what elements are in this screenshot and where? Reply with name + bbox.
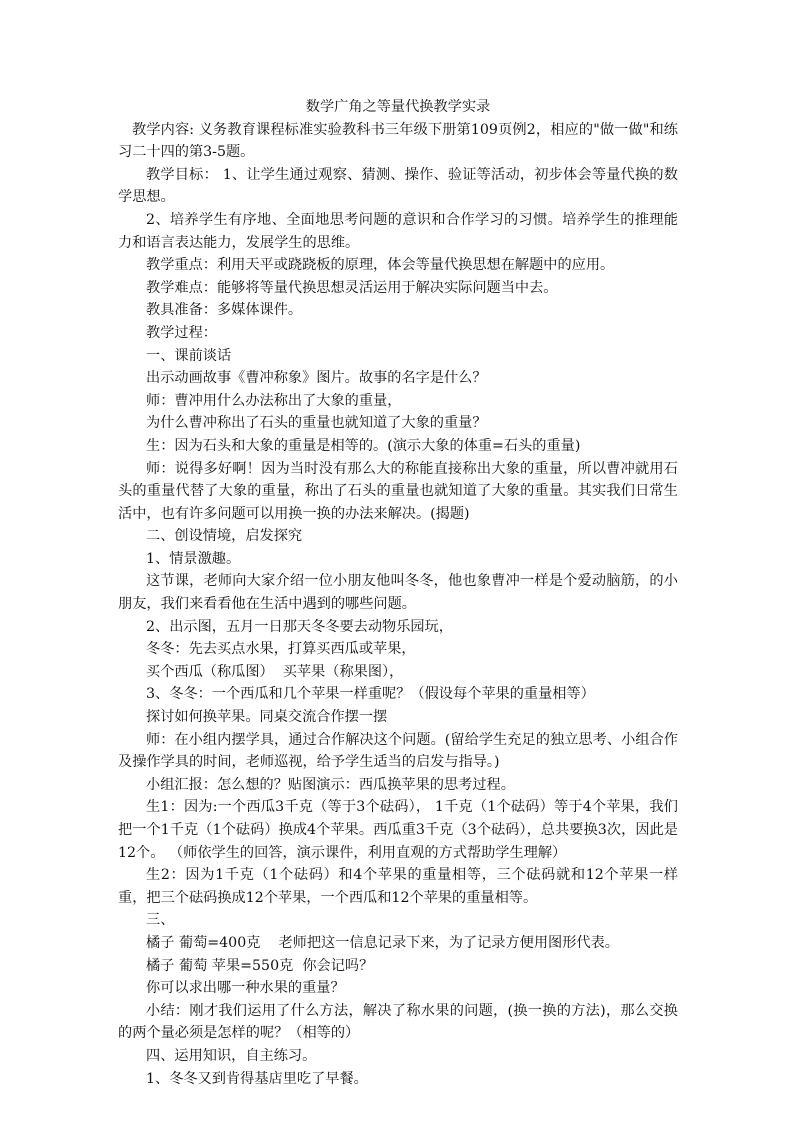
document-body	[118, 96, 678, 1090]
paragraph-objective-2: 2、培养学生有序地、全面地思考问题的意识和合作学习的习惯。培养学生的推理能力和语言表达能力，发展学生的思维。	[118, 211, 678, 251]
paragraph: 生：因为石头和大象的重量是相等的。(演示大象的体重=石头的重量)	[146, 437, 581, 454]
paragraph: 探讨如何换苹果。同桌交流合作摆一摆	[146, 709, 388, 726]
paragraph: 师：说得多好啊！因为当时没有那么大的称能直接称出大象的重量，所以曹冲就用石头的重量代替了大象的重量，称出了石头的重量也就知道了大象的重量。其实我们日常生活中，也有许多问题可以用换一换的办法来解决。(揭题)	[118, 460, 678, 522]
paragraph: 为什么曹冲称出了石头的重量也就知道了大象的重量？	[146, 415, 487, 432]
paragraph: 这节课，老师向大家介绍一位小朋友他叫冬冬，他也象曹冲一样是个爱动脑筋，的小朋友，我们来看看他在生活中遇到的哪些问题。	[118, 573, 678, 613]
paragraph: 买个西瓜（称瓜图） 买苹果（称果图），	[146, 663, 404, 680]
paragraph-materials: 教具准备：多媒体课件。	[146, 302, 303, 319]
paragraph-process: 教学过程：	[146, 324, 217, 341]
document-title: 数学广角之等量代换教学实录	[305, 99, 491, 115]
paragraph-content: 教学内容: 义务教育课程标准实验教科书三年级下册第109页例2，相应的"做一做"和练习二十四的第3-5题。	[118, 121, 678, 161]
paragraph-difficulty: 教学难点：能够将等量代换思想灵活运用于解决实际问题当中去。	[146, 279, 558, 296]
paragraph: 生1：因为:一个西瓜3千克（等于3个砝码）， 1千克（1个砝码）等于4个苹果，我们把一个1千克（1个砝码）换成4个苹果。西瓜重3千克（3个砝码），总共要换3次，因此是12个。 （师依学生的回答，演示课件，利用直观的方式帮助学生理解）	[118, 799, 678, 861]
section-heading-1: 一、课前谈话	[146, 347, 232, 364]
paragraph-objective-1: 教学目标： 1、让学生通过观察、猜测、操作、验证等活动，初步体会等量代换的数学思想。	[118, 166, 678, 206]
paragraph: 小组汇报：怎么想的？贴图演示：西瓜换苹果的思考过程。	[146, 776, 515, 793]
paragraph: 冬冬：先去买点水果，打算买西瓜或苹果，	[146, 641, 416, 658]
paragraph: 2、出示图，五月一日那天冬冬要去动物乐园玩，	[146, 618, 453, 635]
paragraph: 橘子 葡萄=400克 老师把这一信息记录下来，为了记录方便用图形代表。	[146, 934, 619, 951]
paragraph: 出示动画故事《曹冲称象》图片。故事的名字是什么？	[146, 370, 487, 387]
paragraph: 师：在小组内摆学具，通过合作解决这个问题。(留给学生充足的独立思考、小组合作及操作学具的时间，老师巡视，给予学生适当的启发与指导。)	[118, 731, 678, 771]
paragraph: 你可以求出哪一种水果的重量？	[146, 980, 345, 997]
paragraph: 橘子 葡萄 苹果=550克 你会记吗？	[146, 957, 374, 974]
paragraph: 小结：刚才我们运用了什么方法，解决了称水果的问题，(换一换的方法)，那么交换的两个量必须是怎样的呢？（相等的）	[118, 1002, 678, 1042]
section-heading-4: 四、运用知识，自主练习。	[146, 1047, 317, 1064]
paragraph: 3、冬冬：一个西瓜和几个苹果一样重呢？（假设每个苹果的重量相等）	[146, 686, 595, 703]
section-heading-2: 二、创设情境，启发探究	[146, 528, 303, 545]
paragraph-key-point: 教学重点：利用天平或跷跷板的原理，体会等量代换思想在解题中的应用。	[146, 257, 615, 274]
paragraph: 1、情景激趣。	[146, 550, 241, 567]
section-heading-3: 三、	[146, 912, 175, 929]
paragraph: 1、冬冬又到肯得基店里吃了早餐。	[146, 1070, 368, 1087]
paragraph: 师：曹冲用什么办法称出了大象的重量，	[146, 392, 402, 409]
paragraph: 生2：因为1千克（1个砝码）和4个苹果的重量相等，三个砝码就和12个苹果一样重，把三个砝码换成12个苹果，一个西瓜和12个苹果的重量相等。	[118, 867, 678, 906]
